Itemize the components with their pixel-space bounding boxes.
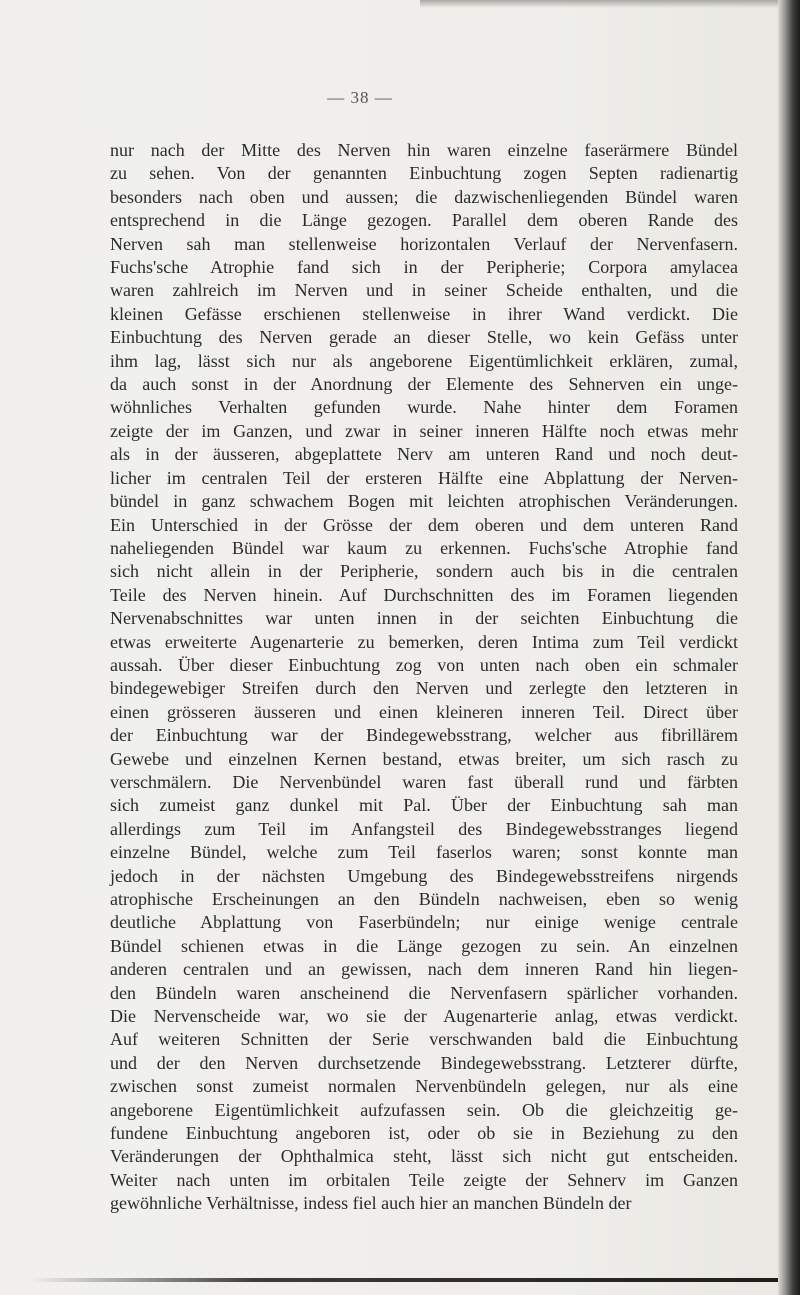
text-line: gewöhnliche Verhältnisse, indess fiel auch hier an manchen Bündeln der <box>110 1193 632 1214</box>
text-line: einen grösseren äusseren und einen kleineren inneren Teil. Direct über <box>110 701 738 722</box>
text-line: bündel in ganz schwachem Bogen mit leichten atrophischen Veränderungen. <box>110 491 738 512</box>
text-line: Ein Unterschied in der Grösse der dem oberen und dem unteren Rand <box>110 514 738 535</box>
text-line: Weiter nach unten im orbitalen Teile zeigte der Sehnerv im Ganzen <box>110 1169 738 1190</box>
text-line: der Einbuchtung war der Bindegewebsstrang, welcher aus fibrillärem <box>110 725 738 746</box>
text-line: deutliche Abplattung von Faserbündeln; nur einige wenige centrale <box>110 912 738 933</box>
text-line: etwas erweiterte Augenarterie zu bemerken, deren Intima zum Teil verdickt <box>110 631 738 652</box>
text-line: Veränderungen der Ophthalmica steht, lässt sich nicht gut entscheiden. <box>110 1146 738 1167</box>
body-text <box>110 139 738 1216</box>
text-line: Einbuchtung des Nerven gerade an dieser Stelle, wo kein Gefäss unter <box>110 327 738 348</box>
text-line: wöhnliches Verhalten gefunden wurde. Nahe hinter dem Foramen <box>110 397 738 418</box>
text-line: waren zahlreich im Nerven und in seiner Scheide enthalten, und die <box>110 280 738 301</box>
text-line: angeborene Eigentümlichkeit aufzufassen sein. Ob die gleichzeitig ge- <box>110 1099 738 1120</box>
bottom-edge-shadow <box>30 1278 780 1282</box>
text-line: einzelne Bündel, welche zum Teil faserlos waren; sonst konnte man <box>110 842 738 863</box>
text-line: sich zumeist ganz dunkel mit Pal. Über der Einbuchtung sah man <box>110 795 738 816</box>
text-line: allerdings zum Teil im Anfangsteil des Bindegewebsstranges liegend <box>110 818 738 839</box>
text-line: anderen centralen und an gewissen, nach dem inneren Rand hin liegen- <box>110 959 738 980</box>
text-line: Auf weiteren Schnitten der Serie verschwanden bald die Einbuchtung <box>110 1029 738 1050</box>
text-line: da auch sonst in der Anordnung der Elemente des Sehnerven ein unge- <box>110 374 738 395</box>
text-line: Gewebe und einzelnen Kernen bestand, etwas breiter, um sich rasch zu <box>110 748 738 769</box>
text-line: Nerven sah man stellenweise horizontalen Verlauf der Nervenfasern. <box>110 233 738 254</box>
text-line: bindegewebiger Streifen durch den Nerven und zerlegte den letzteren in <box>110 678 738 699</box>
text-line: zwischen sonst zumeist normalen Nervenbündeln gelegen, nur als eine <box>110 1076 738 1097</box>
binding-edge <box>778 0 800 1295</box>
text-line: zu sehen. Von der genannten Einbuchtung zogen Septen radienartig <box>110 163 738 184</box>
text-line: und der den Nerven durchsetzende Bindegewebsstrang. Letzterer dürfte, <box>110 1052 738 1073</box>
text-line: naheliegenden Bündel war kaum zu erkennen. Fuchs'sche Atrophie fand <box>110 537 738 558</box>
text-line: verschmälern. Die Nervenbündel waren fast überall rund und färbten <box>110 771 738 792</box>
text-line: entsprechend in die Länge gezogen. Parallel dem oberen Rande des <box>110 210 738 231</box>
text-line: kleinen Gefässe erschienen stellenweise in ihrer Wand verdickt. Die <box>110 303 738 324</box>
text-line: Nervenabschnittes war unten innen in der seichten Einbuchtung die <box>110 608 738 629</box>
text-line: fundene Einbuchtung angeboren ist, oder ob sie in Beziehung zu den <box>110 1123 738 1144</box>
text-line: jedoch in der nächsten Umgebung des Bindegewebsstreifens nirgends <box>110 865 738 886</box>
text-line: als in der äusseren, abgeplattete Nerv am unteren Rand und noch deut- <box>110 444 738 465</box>
text-line: nur nach der Mitte des Nerven hin waren einzelne faserärmere Bündel <box>110 140 738 160</box>
text-line: Die Nervenscheide war, wo sie der Augenarterie anlag, etwas verdickt. <box>110 1006 738 1027</box>
text-line: ihm lag, lässt sich nur als angeborene Eigentümlichkeit erklären, zumal, <box>110 350 738 371</box>
text-line: Bündel schienen etwas in die Länge gezogen zu sein. An einzelnen <box>110 935 738 956</box>
text-line: Teile des Nerven hinein. Auf Durchschnitten des im Foramen liegenden <box>110 584 738 605</box>
text-line: aussah. Über dieser Einbuchtung zog von unten nach oben ein schmaler <box>110 654 738 675</box>
page-number: — 38 — <box>327 88 393 107</box>
text-line: sich nicht allein in der Peripherie, sondern auch bis in die centralen <box>110 561 738 582</box>
text-line: den Bündeln waren anscheinend die Nervenfasern spärlicher vorhanden. <box>110 982 738 1003</box>
text-line: Fuchs'sche Atrophie fand sich in der Peripherie; Corpora amylacea <box>110 257 738 278</box>
text-line: atrophische Erscheinungen an den Bündeln nachweisen, eben so wenig <box>110 889 738 909</box>
top-shadow <box>420 0 800 8</box>
text-line: zeigte der im Ganzen, und zwar in seiner inneren Hälfte noch etwas mehr <box>110 420 738 441</box>
text-line: licher im centralen Teil der ersteren Hälfte eine Abplattung der Nerven- <box>110 467 738 488</box>
text-line: besonders nach oben und aussen; die dazwischenliegenden Bündel waren <box>110 186 738 207</box>
